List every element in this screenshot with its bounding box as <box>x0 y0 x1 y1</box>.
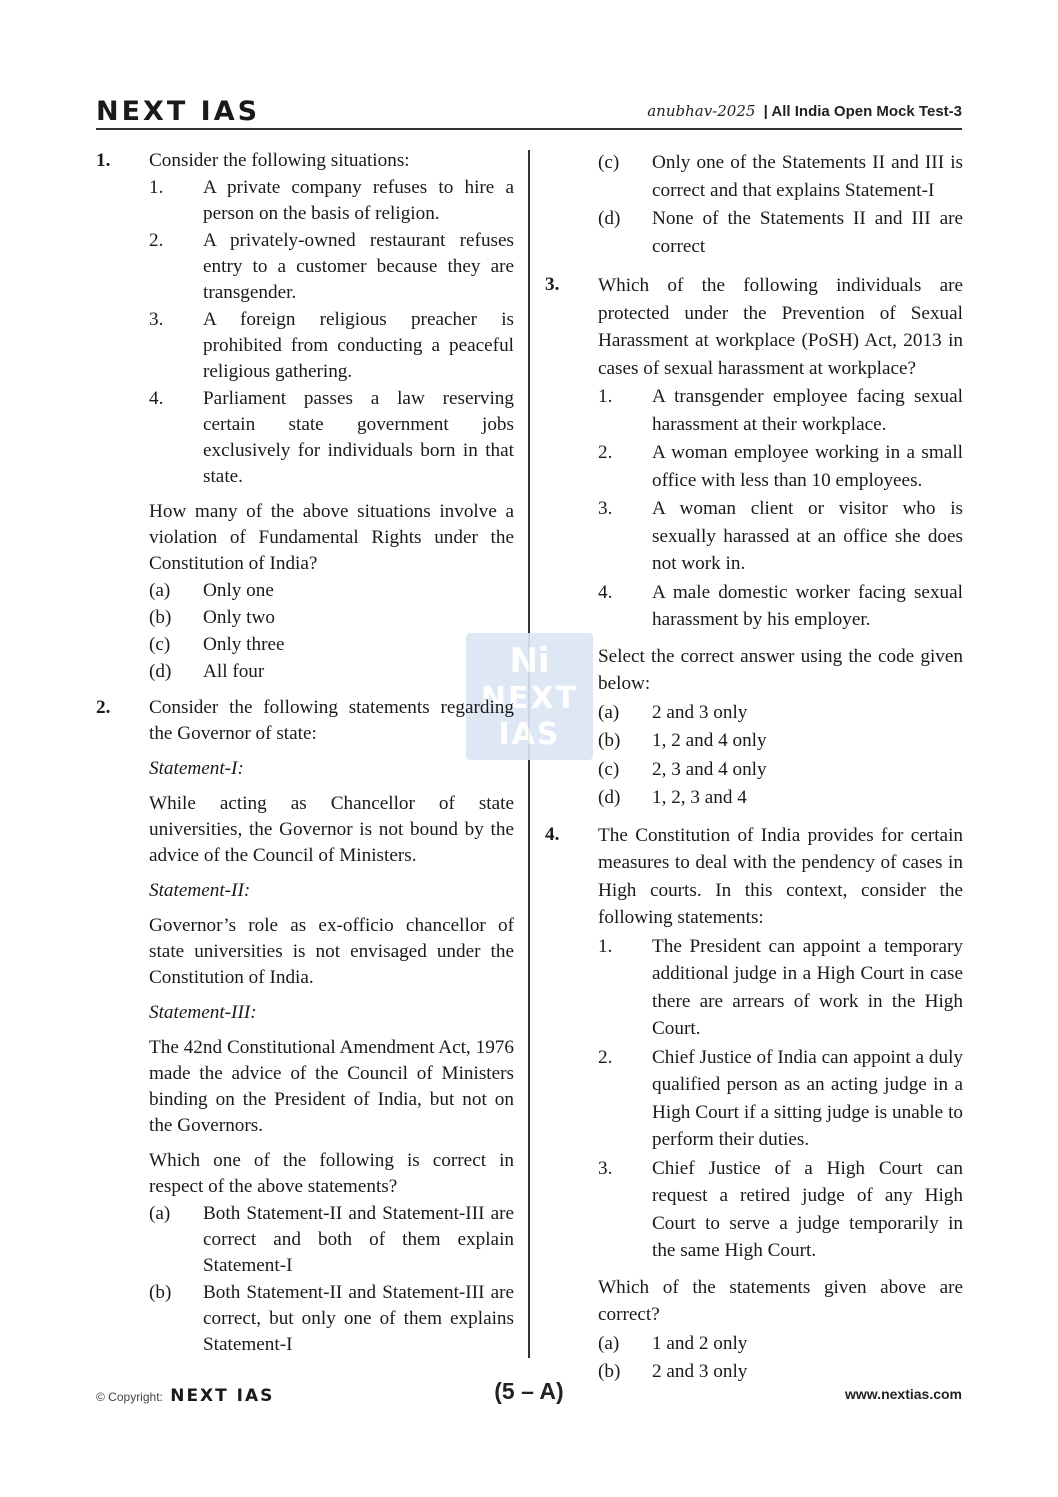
item-number: 3. <box>149 309 164 330</box>
option-text: Only one <box>203 580 274 601</box>
option-text: All four <box>203 661 265 682</box>
list-item <box>149 175 514 227</box>
list-item <box>598 933 963 1043</box>
question-number: 4. <box>545 823 560 845</box>
option-label: (c) <box>149 634 171 655</box>
option-text: Only one of the Statements II and III is correct and that explains Statement-I <box>652 152 963 201</box>
option-label: (c) <box>598 758 620 780</box>
option-text: 1, 2, 3 and 4 <box>652 787 747 808</box>
item-text: A private company refuses to hire a person on the basis of religion. <box>203 177 514 224</box>
item-number: 4. <box>149 388 164 409</box>
left-column <box>96 148 514 1368</box>
question-3 <box>545 272 963 812</box>
list-item <box>598 579 963 634</box>
option <box>149 632 514 658</box>
list-item <box>598 439 963 494</box>
option-text: 2, 3 and 4 only <box>652 758 767 780</box>
option <box>598 699 963 727</box>
question-text: Consider the following statements regarding the Governor of state: <box>149 697 514 744</box>
option-label: (d) <box>598 787 621 808</box>
option-text: Only two <box>203 607 275 628</box>
option-text: Only three <box>203 634 285 655</box>
header-logo: NEXT IAS <box>96 96 261 127</box>
question-prompt: Select the correct answer using the code given below: <box>598 645 963 694</box>
option <box>598 756 963 784</box>
option <box>598 1330 963 1358</box>
option-label: (a) <box>598 701 620 723</box>
footer-logo: NEXT IAS <box>170 1386 275 1406</box>
question-text: The Constitution of India provides for certain measures to deal with the pendency of cases in High courts. In this context, consider the following statements: <box>598 824 963 928</box>
list-item <box>598 495 963 578</box>
statement-2: Governor’s role as ex-officio chancellor of state universities is not envisaged under the Constitution of India. <box>149 915 514 988</box>
option <box>149 578 514 604</box>
option <box>149 605 514 631</box>
item-number: 1. <box>149 177 164 198</box>
question-number: 2. <box>96 697 111 718</box>
option-text: 1, 2 and 4 only <box>652 730 767 751</box>
option <box>598 205 963 260</box>
option-label: (d) <box>598 208 621 229</box>
statement-3: The 42nd Constitutional Amendment Act, 1976 made the advice of the Council of Ministers binding on the President of India, but not on the Governors. <box>149 1037 514 1136</box>
option-label: (b) <box>149 1282 172 1303</box>
header-rule <box>96 128 962 130</box>
item-text: A privately-owned restaurant refuses entry to a customer because they are transgender. <box>203 230 514 303</box>
list-item <box>149 307 514 385</box>
question-prompt: Which one of the following is correct in respect of the above statements? <box>149 1150 514 1197</box>
item-text: The President can appoint a temporary additional judge in a High Court in case there are arrears of work in the High Court. <box>652 935 963 1039</box>
option-label: (b) <box>598 1361 621 1382</box>
header-test-title <box>647 102 962 120</box>
item-text: Chief Justice of a High Court can request a retired judge of any High Court to serve a judge temporarily in the same High Court. <box>652 1157 963 1261</box>
option-label: (b) <box>149 607 172 628</box>
item-text: A male domestic worker facing sexual harassment by his employer. <box>652 581 963 630</box>
question-number: 3. <box>545 274 560 295</box>
header-separator: | <box>763 103 768 120</box>
option <box>149 1201 514 1279</box>
item-text: A foreign religious preacher is prohibited from conducting a peaceful religious gathering. <box>203 309 514 382</box>
copyright-text: © Copyright: <box>96 1390 163 1404</box>
option <box>598 149 963 204</box>
statement-1: While acting as Chancellor of state universities, the Governor is not bound by the advice of the Council of Ministers. <box>149 793 514 866</box>
option-text: Both Statement-II and Statement-III are correct and both of them explain Statement-I <box>203 1203 514 1276</box>
question-text: Consider the following situations: <box>149 150 410 171</box>
footer-website-link[interactable]: www.nextias.com <box>845 1386 962 1402</box>
question-2-continued <box>545 149 963 260</box>
item-text: A woman client or visitor who is sexually harassed at an office she does not work in. <box>652 498 963 574</box>
option <box>598 784 963 812</box>
statement-2-label: Statement-II: <box>149 880 251 901</box>
watermark-mark: Ni <box>509 641 550 681</box>
item-text: Parliament passes a law reserving certain state government jobs exclusively for individuals born in that state. <box>203 388 514 487</box>
question-1 <box>96 148 514 685</box>
watermark-line2: IAS <box>498 717 561 752</box>
option-label: (c) <box>598 152 620 173</box>
list-item <box>598 1044 963 1154</box>
statement-3-label: Statement-III: <box>149 1002 257 1023</box>
question-2 <box>96 695 514 1358</box>
item-number: 2. <box>598 1046 613 1068</box>
statement-1-label: Statement-I: <box>149 758 244 779</box>
option-text: 2 and 3 only <box>652 1361 748 1382</box>
item-text: A woman employee working in a small office with less than 10 employees. <box>652 442 963 491</box>
option-label: (b) <box>598 730 621 751</box>
item-number: 1. <box>598 386 613 407</box>
option-label: (a) <box>149 580 171 601</box>
option-text: 2 and 3 only <box>652 701 748 723</box>
item-number: 3. <box>598 498 613 519</box>
list-item <box>149 386 514 490</box>
option-label: (a) <box>149 1203 171 1224</box>
option <box>598 727 963 755</box>
header-title: All India Open Mock Test-3 <box>771 103 962 120</box>
option <box>149 1280 514 1358</box>
list-item <box>598 1155 963 1265</box>
option-text: None of the Statements II and III are correct <box>652 208 963 257</box>
right-column <box>545 148 963 1396</box>
question-4 <box>545 822 963 1386</box>
item-number: 4. <box>598 581 613 603</box>
item-text: A transgender employee facing sexual harassment at their workplace. <box>652 386 963 435</box>
list-item <box>598 383 963 438</box>
question-prompt: How many of the above situations involve a violation of Fundamental Rights under the Constitution of India? <box>149 501 514 574</box>
item-number: 2. <box>149 230 164 251</box>
option <box>149 659 514 685</box>
item-number: 1. <box>598 935 613 957</box>
item-number: 2. <box>598 442 613 463</box>
option-label: (a) <box>598 1332 620 1354</box>
watermark-line1: NEXT <box>480 681 579 716</box>
question-text: Which of the following individuals are protected under the Prevention of Sexual Harassment at workplace (PoSH) Act, 2013 in cases of sexual harassment at workplace? <box>598 275 963 379</box>
page-number: (5 – A) <box>494 1378 564 1404</box>
item-text: Chief Justice of India can appoint a duly qualified person as an acting judge in a High Court if a sitting judge is unable to perform their duties. <box>652 1046 963 1150</box>
item-number: 3. <box>598 1157 613 1179</box>
question-number: 1. <box>96 150 111 171</box>
list-item <box>149 228 514 306</box>
header-brand: anubhav-2025 <box>647 102 756 120</box>
question-prompt: Which of the statements given above are correct? <box>598 1276 963 1325</box>
option-text: 1 and 2 only <box>652 1332 748 1354</box>
option-text: Both Statement-II and Statement-III are correct, but only one of them explains Statement-I <box>203 1282 514 1355</box>
option-label: (d) <box>149 661 172 682</box>
